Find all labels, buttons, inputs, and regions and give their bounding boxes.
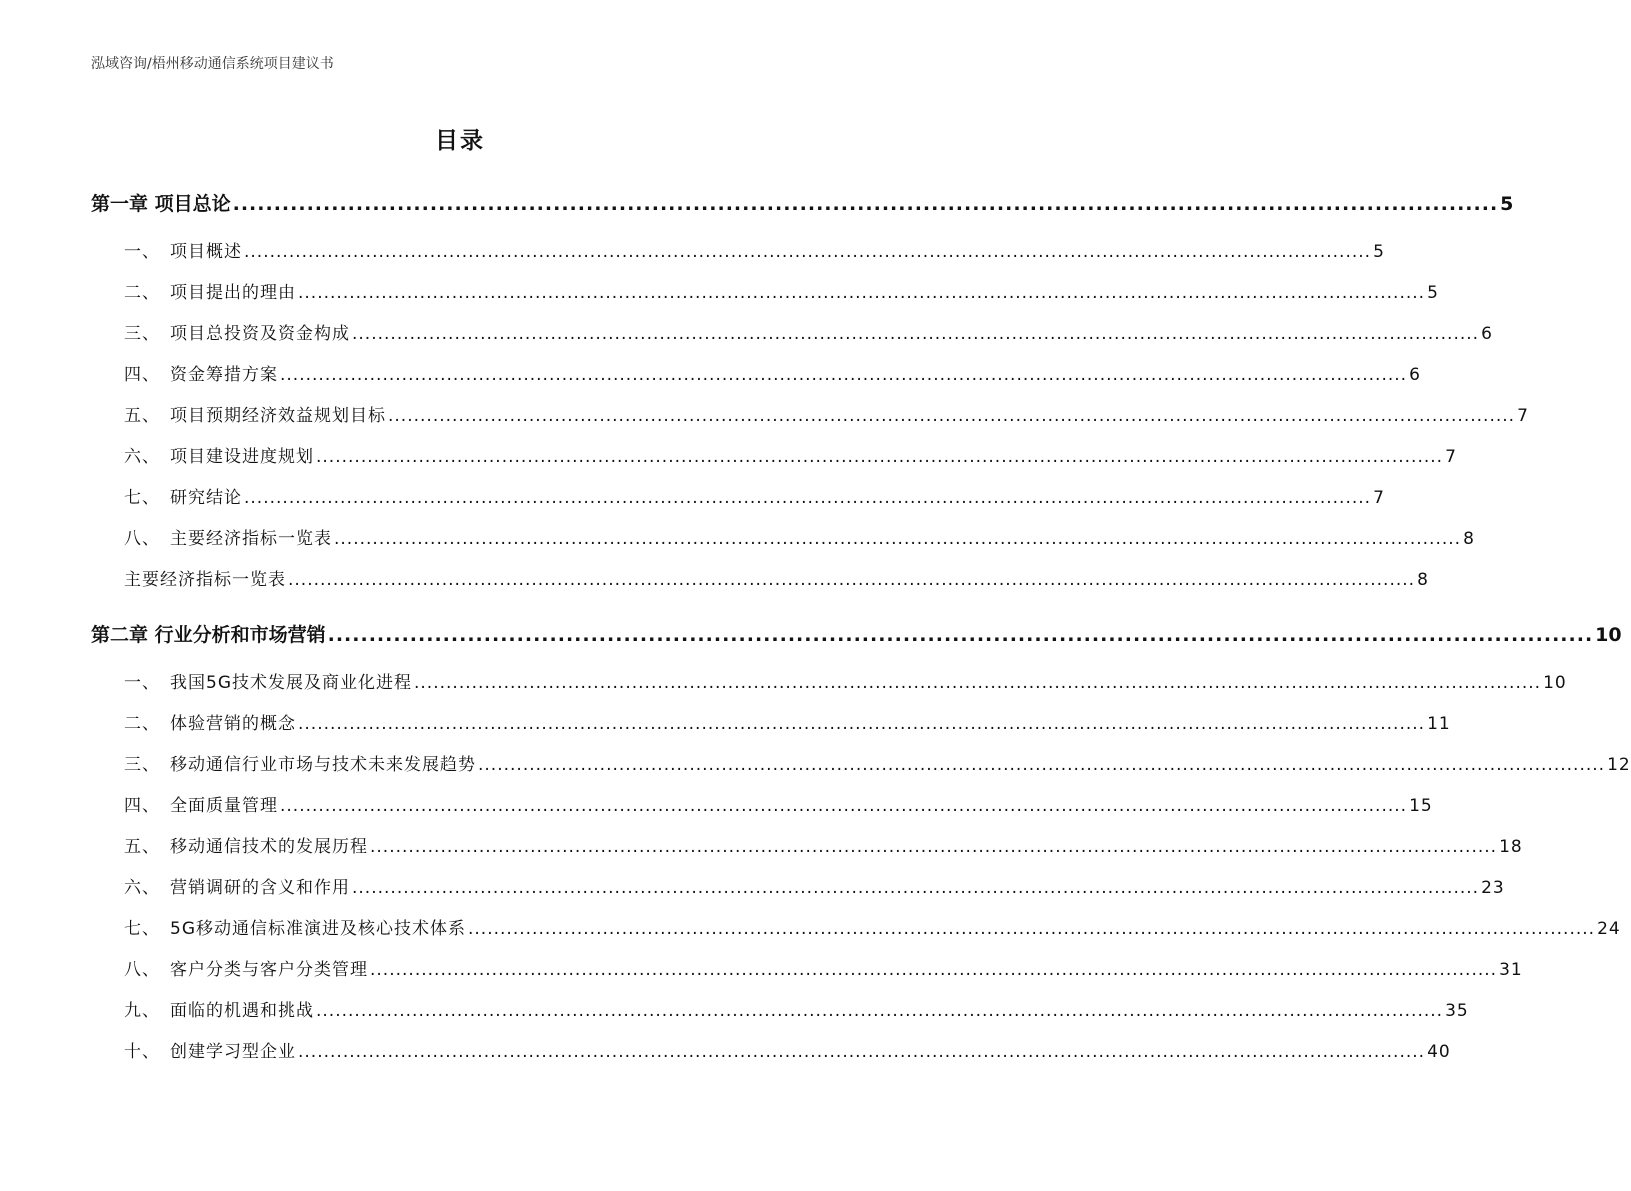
section-number: 一、 [124, 673, 160, 693]
section-number: 七、 [124, 919, 160, 939]
dot-leader: ................................................................................................................................................................................ [316, 447, 1444, 467]
toc-entry[interactable] [91, 515, 1475, 556]
toc-entry[interactable] [91, 228, 1385, 269]
dot-leader: ................................................................................................................................................................................ [280, 796, 1408, 816]
page-number: 5 [1500, 193, 1514, 215]
section-title: 项目建设进度规划 [170, 447, 314, 467]
section-title: 客户分类与客户分类管理 [170, 960, 368, 980]
section-number: 七、 [124, 488, 160, 508]
toc-entry[interactable] [91, 474, 1385, 515]
section-number: 三、 [124, 324, 160, 344]
dot-leader: .......................................................................................................................................................... [327, 624, 1594, 646]
page-number: 7 [1373, 488, 1385, 508]
toc-entry[interactable] [91, 864, 1505, 905]
page-number: 18 [1499, 837, 1523, 857]
section-title: 资金筹措方案 [170, 365, 278, 385]
running-header: 泓域咨询/梧州移动通信系统项目建议书 [91, 56, 334, 72]
chapter-label: 第一章 项目总论 [91, 193, 231, 215]
page-number: 6 [1481, 324, 1493, 344]
chapter-label: 第二章 行业分析和市场营销 [91, 624, 326, 646]
toc-entry[interactable] [91, 433, 1457, 474]
page-number: 10 [1595, 624, 1622, 646]
section-title: 项目提出的理由 [170, 283, 296, 303]
page-number: 10 [1543, 673, 1567, 693]
section-number: 五、 [124, 837, 160, 857]
dot-leader: ................................................................................................................................................................................ [370, 960, 1498, 980]
toc-chapter-2[interactable] [91, 607, 1622, 655]
section-title: 移动通信技术的发展历程 [170, 837, 368, 857]
section-title: 主要经济指标一览表 [124, 570, 286, 590]
toc-entry[interactable] [91, 987, 1469, 1028]
section-title: 体验营销的概念 [170, 714, 296, 734]
table-of-contents [91, 176, 1631, 1069]
toc-entry[interactable] [91, 659, 1567, 700]
page-number: 15 [1409, 796, 1433, 816]
section-title: 项目概述 [170, 242, 242, 262]
page-number: 5 [1373, 242, 1385, 262]
dot-leader: ................................................................................................................................................................................ [298, 714, 1426, 734]
page-number: 35 [1445, 1001, 1469, 1021]
section-title: 创建学习型企业 [170, 1042, 296, 1062]
section-number: 四、 [124, 365, 160, 385]
section-number: 十、 [124, 1042, 160, 1062]
section-number: 二、 [124, 283, 160, 303]
section-title: 面临的机遇和挑战 [170, 1001, 314, 1021]
dot-leader: ................................................................................................................................................................................ [468, 919, 1596, 939]
section-number: 五、 [124, 406, 160, 426]
dot-leader: ................................................................................................................................................................................ [352, 878, 1480, 898]
toc-entry[interactable] [91, 1028, 1451, 1069]
section-number: 八、 [124, 529, 160, 549]
toc-entry[interactable] [91, 310, 1493, 351]
toc-entry[interactable] [91, 905, 1621, 946]
page-number: 12 [1607, 755, 1631, 775]
dot-leader: ................................................................................................................................................................................ [388, 406, 1516, 426]
section-number: 六、 [124, 447, 160, 467]
page-number: 8 [1417, 570, 1429, 590]
section-title: 我国5G技术发展及商业化进程 [170, 673, 412, 693]
section-title: 主要经济指标一览表 [170, 529, 332, 549]
page-number: 11 [1427, 714, 1451, 734]
dot-leader: ................................................................................................................................................................................ [298, 1042, 1426, 1062]
toc-entry[interactable] [91, 782, 1433, 823]
toc-entry[interactable] [91, 823, 1523, 864]
page-number: 24 [1597, 919, 1621, 939]
page-number: 40 [1427, 1042, 1451, 1062]
section-title: 研究结论 [170, 488, 242, 508]
section-number: 一、 [124, 242, 160, 262]
section-title: 项目预期经济效益规划目标 [170, 406, 386, 426]
toc-title: 目录 [435, 128, 485, 154]
toc-chapter-1[interactable] [91, 176, 1514, 224]
page-number: 8 [1463, 529, 1475, 549]
section-number: 九、 [124, 1001, 160, 1021]
section-number: 三、 [124, 755, 160, 775]
dot-leader: ................................................................................................................................................................................ [478, 755, 1606, 775]
section-title: 移动通信行业市场与技术未来发展趋势 [170, 755, 476, 775]
page-number: 5 [1427, 283, 1439, 303]
toc-entry[interactable] [91, 351, 1421, 392]
section-gap [91, 597, 829, 607]
toc-entry[interactable] [91, 700, 1451, 741]
section-title: 全面质量管理 [170, 796, 278, 816]
dot-leader: ................................................................................................................................................................................ [370, 837, 1498, 857]
page-number: 31 [1499, 960, 1523, 980]
toc-entry[interactable] [91, 741, 1631, 782]
toc-entry[interactable] [91, 269, 1439, 310]
dot-leader: ................................................................................................................................................................................ [352, 324, 1480, 344]
dot-leader: ................................................................................................................................................................................ [414, 673, 1542, 693]
dot-leader: ................................................................................................................................................................................ [244, 488, 1372, 508]
toc-entry[interactable] [91, 556, 1429, 597]
section-number: 八、 [124, 960, 160, 980]
page-number: 6 [1409, 365, 1421, 385]
section-number: 四、 [124, 796, 160, 816]
dot-leader: ................................................................................................................................................................................ [288, 570, 1416, 590]
dot-leader: ................................................................................................................................................................................ [334, 529, 1462, 549]
toc-entry[interactable] [91, 392, 1529, 433]
section-number: 六、 [124, 878, 160, 898]
toc-entry[interactable] [91, 946, 1523, 987]
dot-leader: ................................................................................................................................................................................ [298, 283, 1426, 303]
page-number: 7 [1517, 406, 1529, 426]
section-number: 二、 [124, 714, 160, 734]
section-title: 5G移动通信标准演进及核心技术体系 [170, 919, 466, 939]
dot-leader: ................................................................................................................................................................................ [316, 1001, 1444, 1021]
page-number: 7 [1445, 447, 1457, 467]
dot-leader: .......................................................................................................................................................... [232, 193, 1499, 215]
section-title: 项目总投资及资金构成 [170, 324, 350, 344]
page-number: 23 [1481, 878, 1505, 898]
dot-leader: ................................................................................................................................................................................ [280, 365, 1408, 385]
dot-leader: ................................................................................................................................................................................ [244, 242, 1372, 262]
section-title: 营销调研的含义和作用 [170, 878, 350, 898]
